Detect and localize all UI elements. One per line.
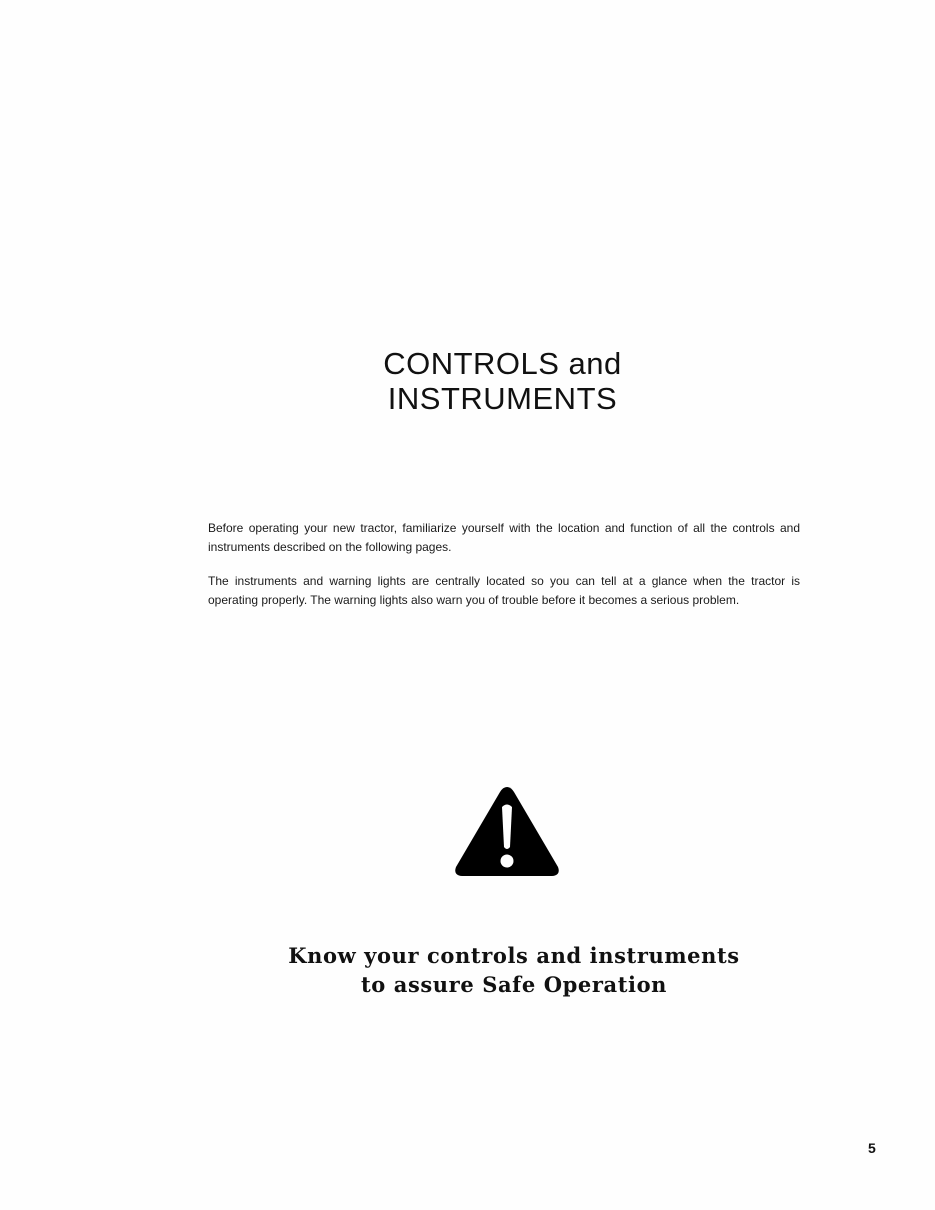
page-number: 5	[868, 1140, 876, 1156]
safety-slogan-line-2: to assure Safe Operation	[360, 972, 668, 997]
intro-paragraph: Before operating your new tractor, familiarize yourself with the location and function of all the controls and instruments described on the following pages.	[208, 521, 800, 554]
section-title-line-2: INSTRUMENTS	[387, 381, 618, 416]
warning-triangle-exclamation-icon	[452, 783, 562, 879]
safety-slogan-line-1: Know your controls and instruments	[288, 943, 740, 968]
warning-lights-paragraph: The instruments and warning lights are centrally located so you can tell at a glance when the tractor is operating properly. The warning lights also warn you of trouble before it becomes a serious problem.	[208, 574, 800, 607]
section-title-line-1: CONTROLS and	[383, 346, 622, 381]
